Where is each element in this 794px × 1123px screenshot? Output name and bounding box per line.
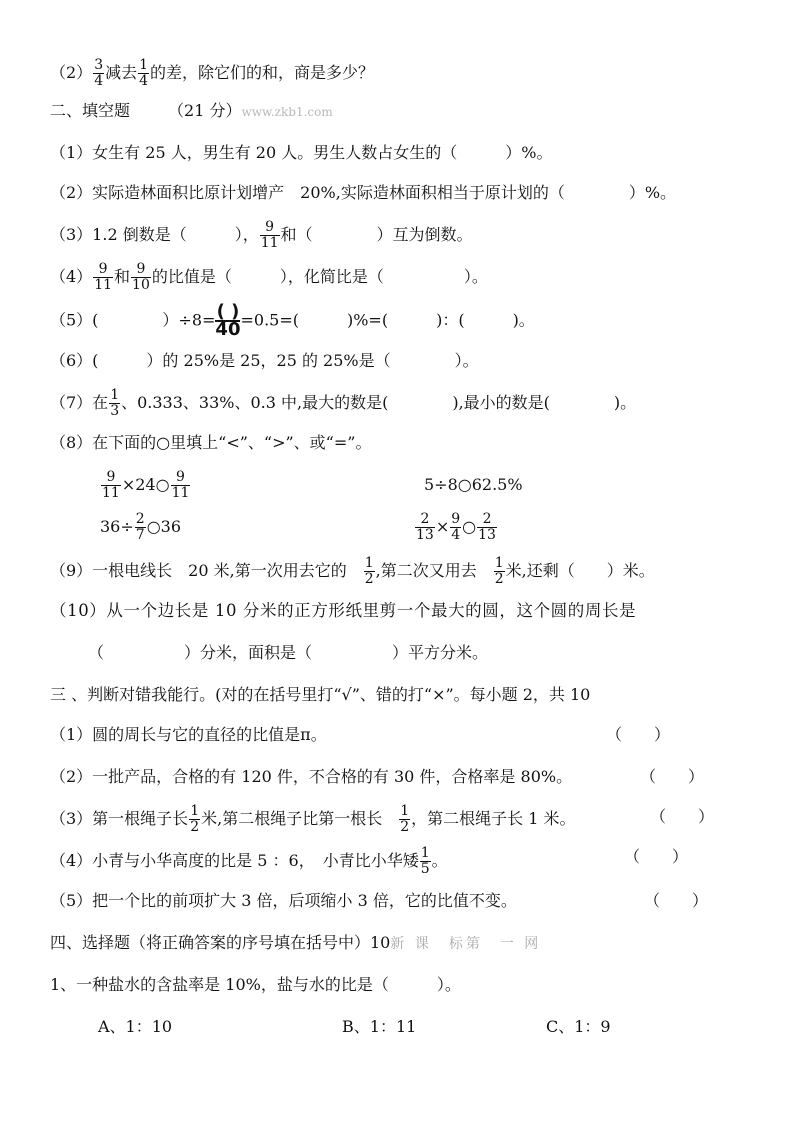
compare-a: $\frac{9}{11}$ ×24○ $\frac{9}{11}$ bbox=[102, 469, 190, 501]
fill-5: （5）( ）÷8= ( ) 40 =0.5=( )%=( )：( )。 bbox=[50, 301, 535, 340]
fill-10-line-1: （10）从一个边长是 10 分米的正方形纸里剪一个最大的圆，这个圆的周长是 bbox=[50, 601, 637, 620]
big-fraction: ( ) 40 bbox=[215, 301, 241, 340]
option-c: C、1：9 bbox=[546, 1017, 611, 1036]
fraction: $\frac{1}{2}$ bbox=[400, 803, 410, 835]
compare-b: 5÷8○62.5% bbox=[424, 475, 523, 494]
fill-10-line-2: （ ）分米，面积是（ ）平方分米。 bbox=[88, 643, 489, 662]
option-a: A、1：10 bbox=[98, 1017, 173, 1036]
compare-c: 36÷ $\frac{2}{7}$ ○36 bbox=[100, 511, 182, 543]
section-2-heading: 二、填空题 （21 分）www.zkb1.com bbox=[50, 101, 333, 120]
fill-7: （7）在 $\frac{1}{3}$ 、0.333、33%、0.3 中,最大的数是( ),最小的数是( )。 bbox=[50, 387, 637, 419]
fraction: $\frac{2}{13}$ bbox=[416, 511, 434, 543]
fraction: $\frac{1}{2}$ bbox=[190, 803, 200, 835]
compare-d: $\frac{2}{13}$ × $\frac{9}{4}$ ○ $\frac{2}{13}$ bbox=[416, 511, 496, 543]
fraction: $\frac{9}{11}$ bbox=[94, 261, 113, 293]
section-4-heading: 四、选择题（将正确答案的序号填在括号中）10新 课 标第 一 网 bbox=[50, 933, 542, 952]
question-2-difference: （2） $\frac{3}{4}$ 减去 $\frac{1}{4}$ 的差，除它们的和，商是多少？ bbox=[50, 57, 375, 89]
judge-4-blank: （ ） bbox=[624, 847, 689, 866]
fraction: $\frac{1}{2}$ bbox=[364, 555, 374, 587]
choice-1: 1、一种盐水的含盐率是 10%，盐与水的比是（ ）。 bbox=[50, 975, 461, 994]
fraction: $\frac{9}{11}$ bbox=[260, 219, 279, 251]
fill-4: （4） $\frac{9}{11}$ 和 $\frac{9}{10}$ 的比值是（ ），化简比是（ ）。 bbox=[50, 261, 488, 293]
judge-4: （4）小青与小华高度的比是 5 ：6， 小青比小华矮 $\frac{1}{5}$ 。 bbox=[50, 845, 448, 877]
fill-9: （9）一根电线长 20 米,第一次用去它的 $\frac{1}{2}$ ,第二次又用去 $\frac{1}{2}$ 米,还剩（ ）米。 bbox=[50, 555, 655, 587]
judge-1-blank: （ ） bbox=[606, 725, 671, 744]
section-3-heading: 三 、判断对错我能行。(对的在括号里打“√”、错的打“×”。每小题 2，共 10 bbox=[50, 685, 591, 704]
fraction: $\frac{9}{11}$ bbox=[171, 469, 190, 501]
judge-3-blank: （ ） bbox=[650, 807, 715, 826]
fill-8: （8）在下面的○里填上“<”、“>”、或“=”。 bbox=[50, 433, 372, 452]
fill-2: （2）实际造林面积比原计划增产 20%,实际造林面积相当于原计划的（ ）%。 bbox=[50, 183, 677, 202]
fraction: $\frac{9}{11}$ bbox=[102, 469, 120, 501]
fraction: $\frac{1}{3}$ bbox=[110, 387, 120, 419]
fraction: $\frac{2}{7}$ bbox=[135, 511, 145, 543]
judge-3: （3）第一根绳子长 $\frac{1}{2}$ 米,第二根绳子比第一根长 $\frac{1}{2}$ ，第二根绳子长 1 米。 bbox=[50, 803, 576, 835]
fill-3: （3）1.2 倒数是（ ）， $\frac{9}{11}$ 和（ ）互为倒数。 bbox=[50, 219, 473, 251]
judge-2-blank: （ ） bbox=[640, 767, 705, 786]
fraction: $\frac{1}{4}$ bbox=[139, 57, 149, 89]
judge-5-blank: （ ） bbox=[644, 891, 709, 910]
fill-1: （1）女生有 25 人，男生有 20 人。男生人数占女生的（ ）%。 bbox=[50, 143, 553, 162]
fraction: $\frac{9}{4}$ bbox=[451, 511, 461, 543]
fraction: $\frac{1}{2}$ bbox=[494, 555, 504, 587]
fraction: $\frac{3}{4}$ bbox=[94, 57, 104, 89]
fill-6: （6）( ）的 25%是 25，25 的 25%是（ ）。 bbox=[50, 351, 479, 370]
fraction: $\frac{2}{13}$ bbox=[478, 511, 496, 543]
watermark: www.zkb1.com bbox=[241, 105, 333, 119]
watermark: 新 课 标第 一 网 bbox=[390, 936, 542, 952]
judge-5: （5）把一个比的前项扩大 3 倍，后项缩小 3 倍，它的比值不变。 bbox=[50, 891, 517, 910]
fraction: $\frac{9}{10}$ bbox=[132, 261, 150, 293]
option-b: B、1：11 bbox=[342, 1017, 417, 1036]
judge-1: （1）圆的周长与它的直径的比值是π。 bbox=[50, 725, 327, 744]
fraction: $\frac{1}{5}$ bbox=[420, 845, 430, 877]
judge-2: （2）一批产品，合格的有 120 件，不合格的有 30 件，合格率是 80%。 bbox=[50, 767, 573, 786]
